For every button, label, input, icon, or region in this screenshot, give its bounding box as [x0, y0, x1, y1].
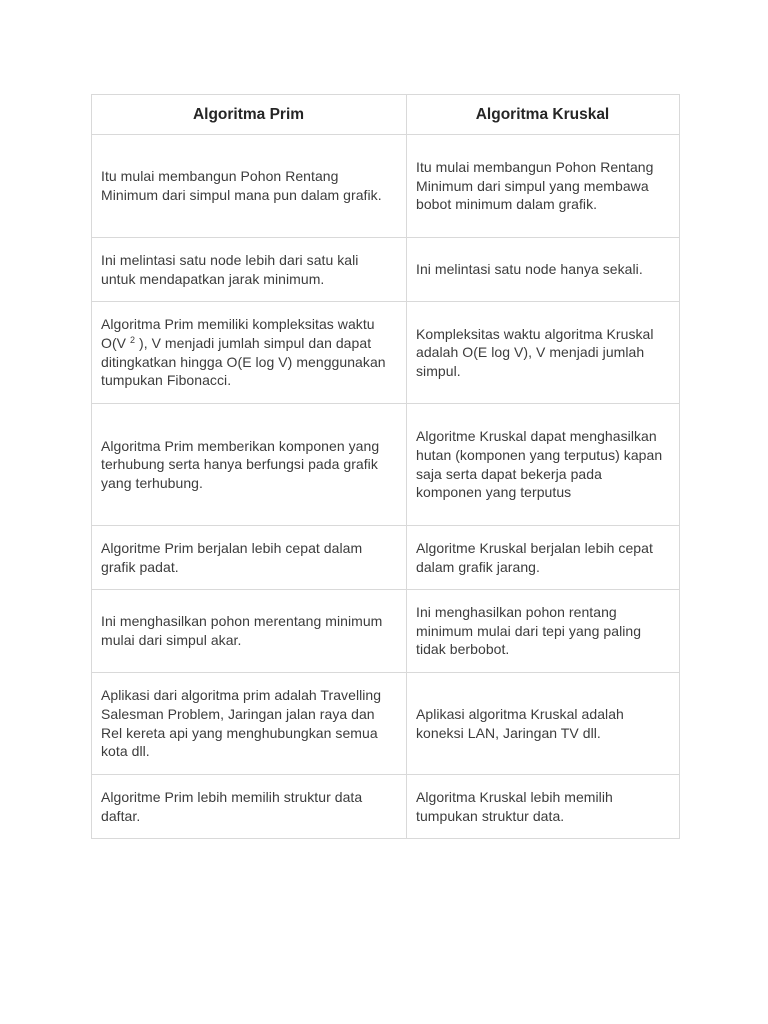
table-row [92, 238, 680, 302]
prim-cell [92, 302, 407, 404]
kruskal-cell: Ini melintasi satu node hanya sekali. [407, 238, 680, 302]
prim-cell: Aplikasi dari algoritma prim adalah Travelling Salesman Problem, Jaringan jalan raya dan Rel kereta api yang menghubungkan semua kota dll. [92, 673, 407, 775]
prim-cell: Algoritme Prim berjalan lebih cepat dalam grafik padat. [92, 526, 407, 590]
prim-cell-text-after: ), V menjadi jumlah simpul dan dapat ditingkatkan hingga O(E log V) menggunakan tumpukan Fibonacci. [101, 334, 386, 389]
prim-cell: Itu mulai membangun Pohon Rentang Minimum dari simpul mana pun dalam grafik. [92, 135, 407, 238]
exponent: 2 [129, 334, 136, 345]
table-header-row [92, 95, 680, 135]
kruskal-cell: Algoritme Kruskal berjalan lebih cepat dalam grafik jarang. [407, 526, 680, 590]
table-row [92, 673, 680, 775]
kruskal-cell: Kompleksitas waktu algoritma Kruskal adalah O(E log V), V menjadi jumlah simpul. [407, 302, 680, 404]
table-row [92, 302, 680, 404]
kruskal-cell: Aplikasi algoritma Kruskal adalah koneksi LAN, Jaringan TV dll. [407, 673, 680, 775]
kruskal-cell: Algoritme Kruskal dapat menghasilkan hutan (komponen yang terputus) kapan saja serta dapat bekerja pada komponen yang terputus [407, 404, 680, 526]
prim-cell: Algoritma Prim memberikan komponen yang terhubung serta hanya berfungsi pada grafik yang terhubung. [92, 404, 407, 526]
kruskal-cell: Algoritma Kruskal lebih memilih tumpukan struktur data. [407, 775, 680, 839]
header-prim: Algoritma Prim [92, 95, 407, 135]
prim-cell: Ini melintasi satu node lebih dari satu kali untuk mendapatkan jarak minimum. [92, 238, 407, 302]
table-row [92, 775, 680, 839]
table-row [92, 135, 680, 238]
table-row [92, 526, 680, 590]
table-row [92, 590, 680, 673]
header-kruskal: Algoritma Kruskal [407, 95, 680, 135]
kruskal-cell: Itu mulai membangun Pohon Rentang Minimum dari simpul yang membawa bobot minimum dalam grafik. [407, 135, 680, 238]
kruskal-cell: Ini menghasilkan pohon rentang minimum mulai dari tepi yang paling tidak berbobot. [407, 590, 680, 673]
comparison-table [91, 94, 680, 839]
prim-cell: Ini menghasilkan pohon merentang minimum mulai dari simpul akar. [92, 590, 407, 673]
prim-cell-text-before: Algoritma Prim memiliki kompleksitas waktu O(V [101, 316, 375, 351]
table-row [92, 404, 680, 526]
prim-cell: Algoritme Prim lebih memilih struktur data daftar. [92, 775, 407, 839]
